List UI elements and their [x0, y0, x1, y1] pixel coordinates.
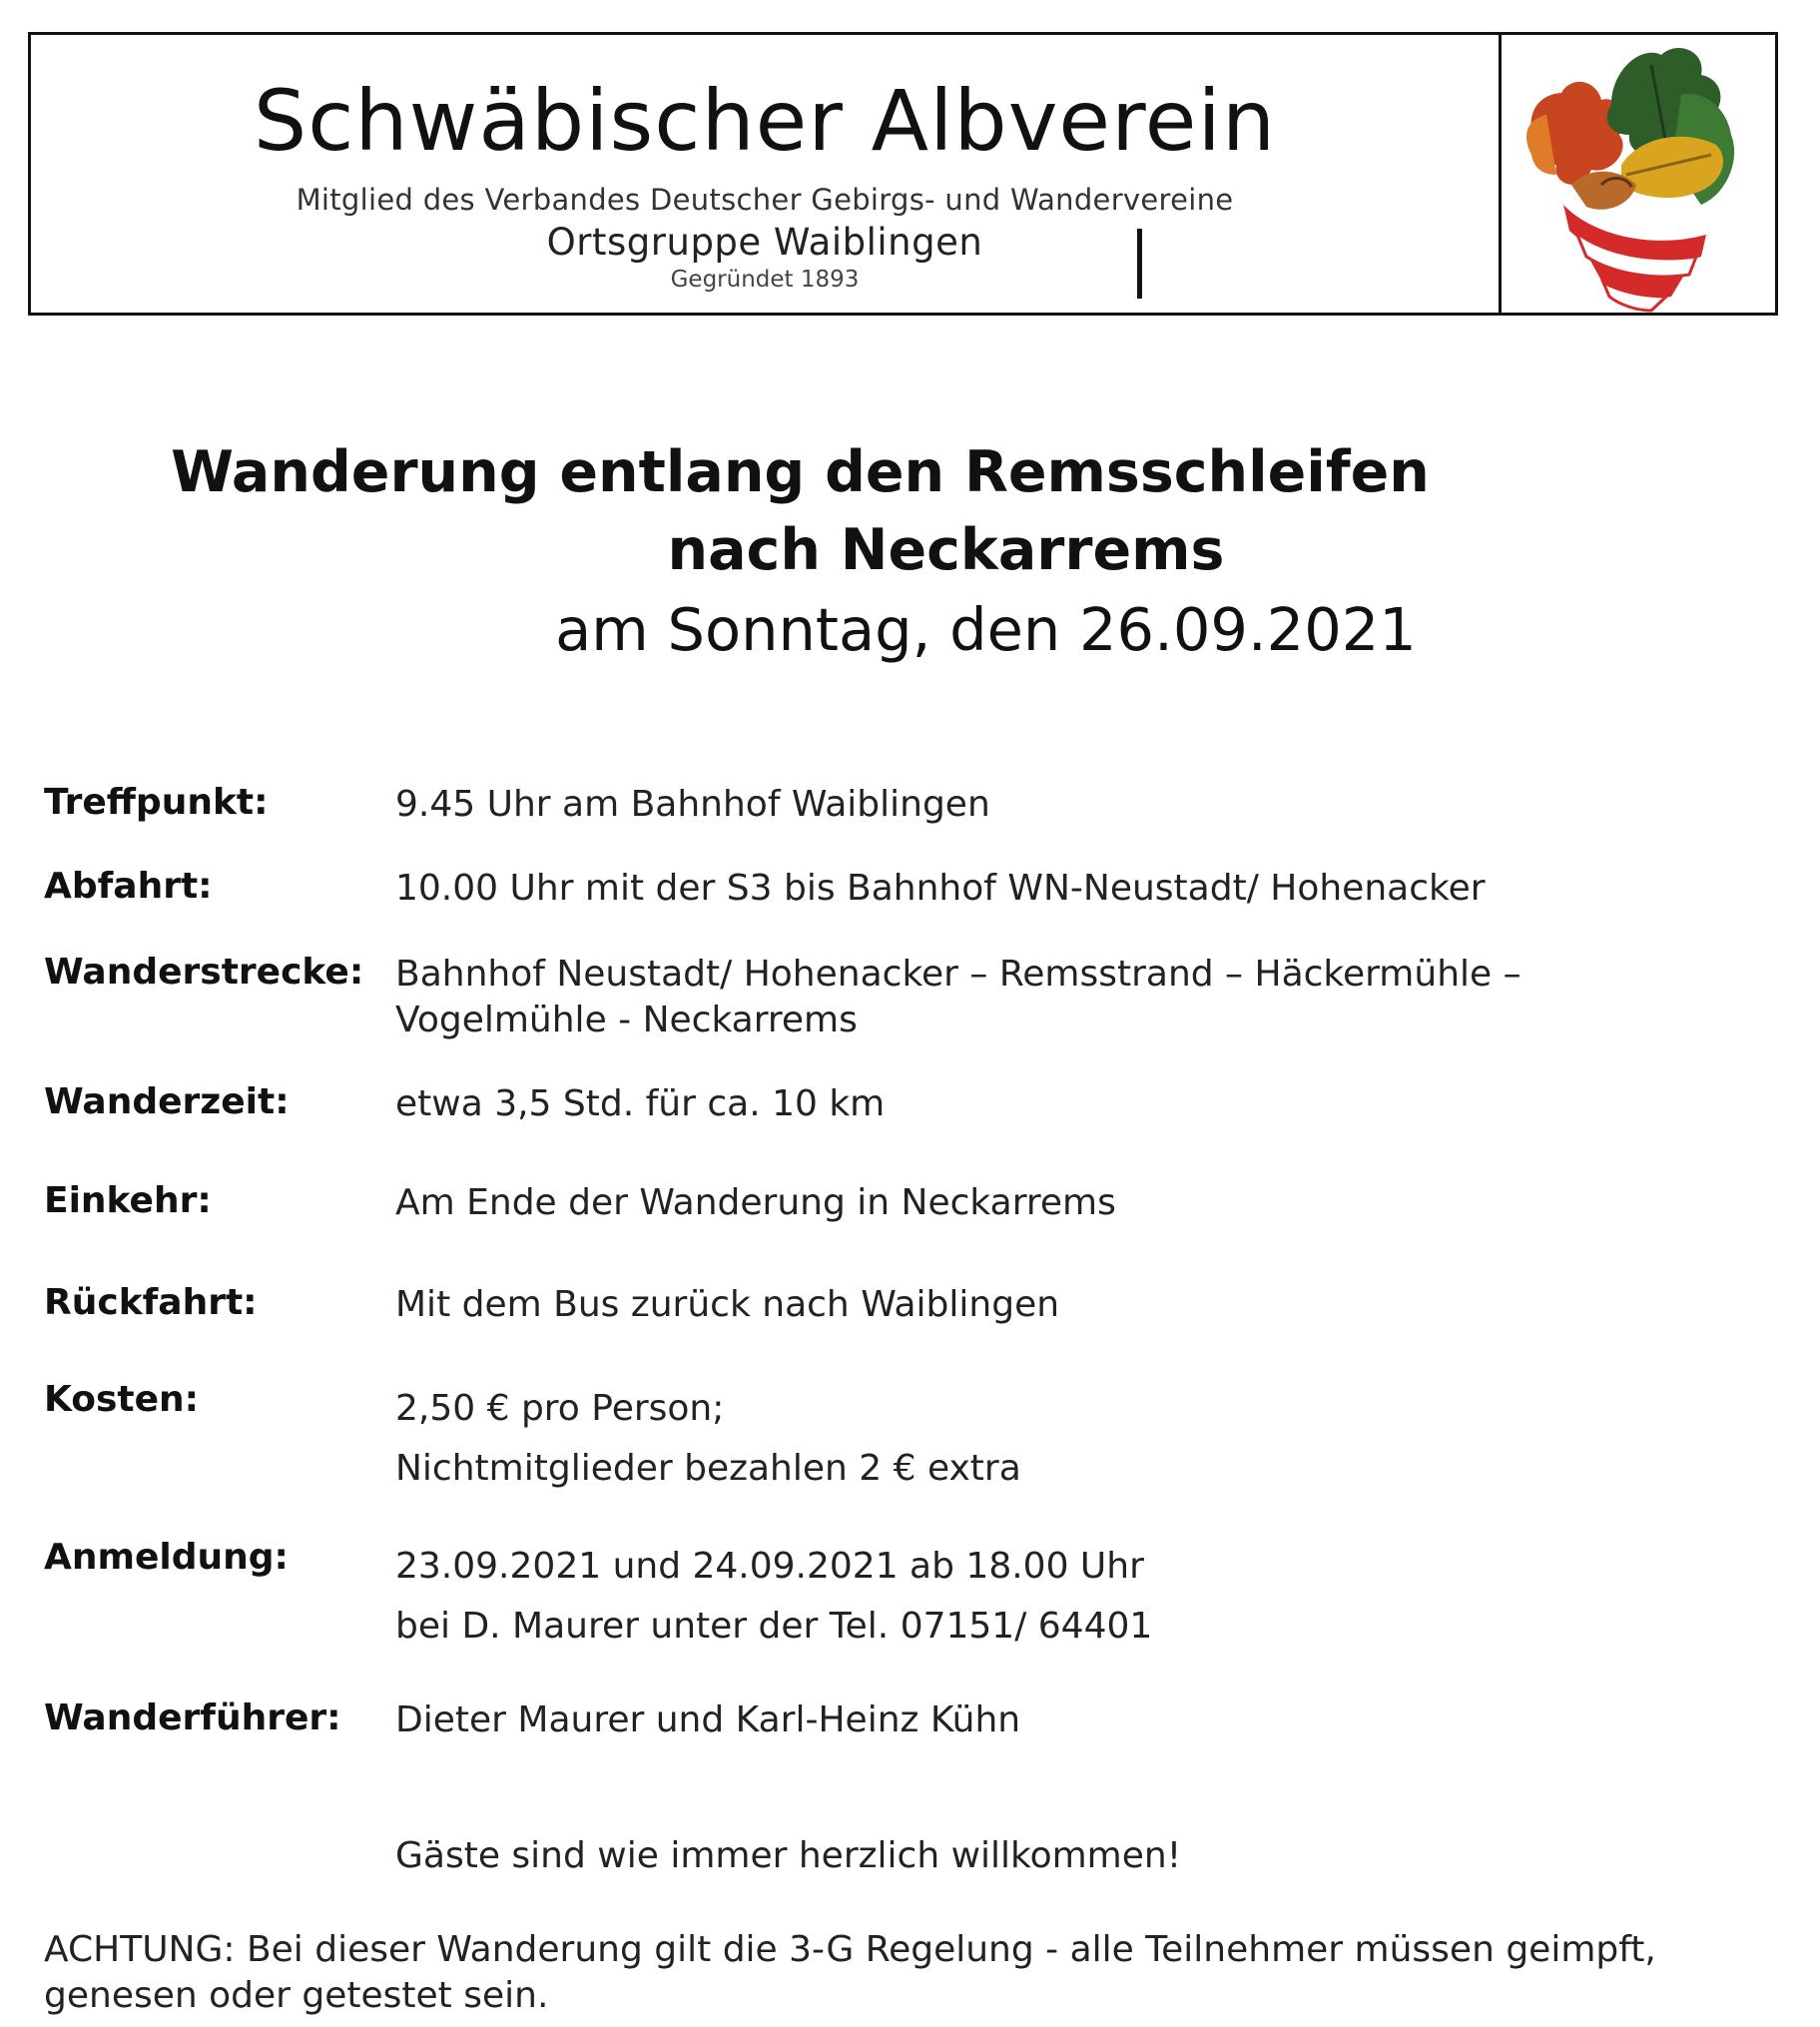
detail-value-line: Mit dem Bus zurück nach Waiblingen — [395, 1284, 1060, 1325]
detail-label: Kosten: — [44, 1379, 200, 1420]
detail-value — [395, 1379, 1773, 1499]
detail-value — [395, 952, 1773, 1043]
detail-value-line: Am Ende der Wanderung in Neckarrems — [395, 1182, 1116, 1223]
detail-label: Rückfahrt: — [44, 1282, 258, 1323]
detail-value-line: Nichtmitglieder bezahlen 2 € extra — [395, 1448, 1021, 1489]
organization-name: Schwäbischer Albverein — [253, 72, 1277, 170]
detail-value — [395, 1180, 1773, 1226]
detail-label: Wanderführer: — [44, 1697, 341, 1738]
detail-value — [395, 1697, 1773, 1743]
detail-value-line: 2,50 € pro Person; — [395, 1388, 725, 1429]
detail-value-line: 10.00 Uhr mit der S3 bis Bahnhof WN-Neustadt/ Hohenacker — [395, 868, 1486, 909]
detail-value-line: 9.45 Uhr am Bahnhof Waiblingen — [395, 784, 990, 825]
detail-label: Abfahrt: — [44, 866, 213, 907]
detail-value-line: etwa 3,5 Std. für ca. 10 km — [395, 1083, 886, 1124]
autumn-leaves-emblem-icon — [1502, 35, 1775, 313]
detail-value-line: 23.09.2021 und 24.09.2021 ab 18.00 Uhr — [395, 1546, 1144, 1587]
detail-value-line: Dieter Maurer und Karl-Heinz Kühn — [395, 1699, 1021, 1740]
detail-value — [395, 1282, 1773, 1328]
detail-value — [395, 782, 1773, 828]
text-cursor — [1137, 229, 1142, 299]
membership-line: Mitglied des Verbandes Deutscher Gebirgs- und Wandervereine — [296, 183, 1234, 217]
detail-value-line: Vogelmühle - Neckarrems — [395, 1000, 858, 1040]
detail-value-line: Bahnhof Neustadt/ Hohenacker – Remsstrand – Häckermühle – — [395, 954, 1521, 995]
detail-value-line: bei D. Maurer unter der Tel. 07151/ 64401 — [395, 1606, 1153, 1647]
detail-label: Wanderzeit: — [44, 1081, 290, 1122]
founded-year: Gegründet 1893 — [670, 267, 860, 293]
event-title-line-1: Wanderung entlang den Remsschleifen — [171, 439, 1430, 505]
event-title-line-2: nach Neckarrems — [667, 517, 1225, 583]
event-date: am Sonntag, den 26.09.2021 — [555, 595, 1417, 664]
detail-value — [395, 1537, 1773, 1657]
detail-label: Einkehr: — [44, 1180, 212, 1221]
detail-value — [395, 1081, 1773, 1127]
detail-label: Treffpunkt: — [44, 782, 269, 823]
welcome-message: Gäste sind wie immer herzlich willkommen! — [395, 1835, 1182, 1876]
detail-value — [395, 866, 1773, 912]
detail-label: Wanderstrecke: — [44, 952, 364, 993]
covid-notice: ACHTUNG: Bei dieser Wanderung gilt die 3-G Regelung - alle Teilnehmer müssen geimpft, genesen oder getestet sein. — [44, 1929, 1656, 2016]
letterhead — [28, 32, 1778, 316]
detail-label: Anmeldung: — [44, 1537, 289, 1578]
local-group-name: Ortsgruppe Waiblingen — [546, 221, 983, 264]
letterhead-text — [31, 35, 1499, 313]
